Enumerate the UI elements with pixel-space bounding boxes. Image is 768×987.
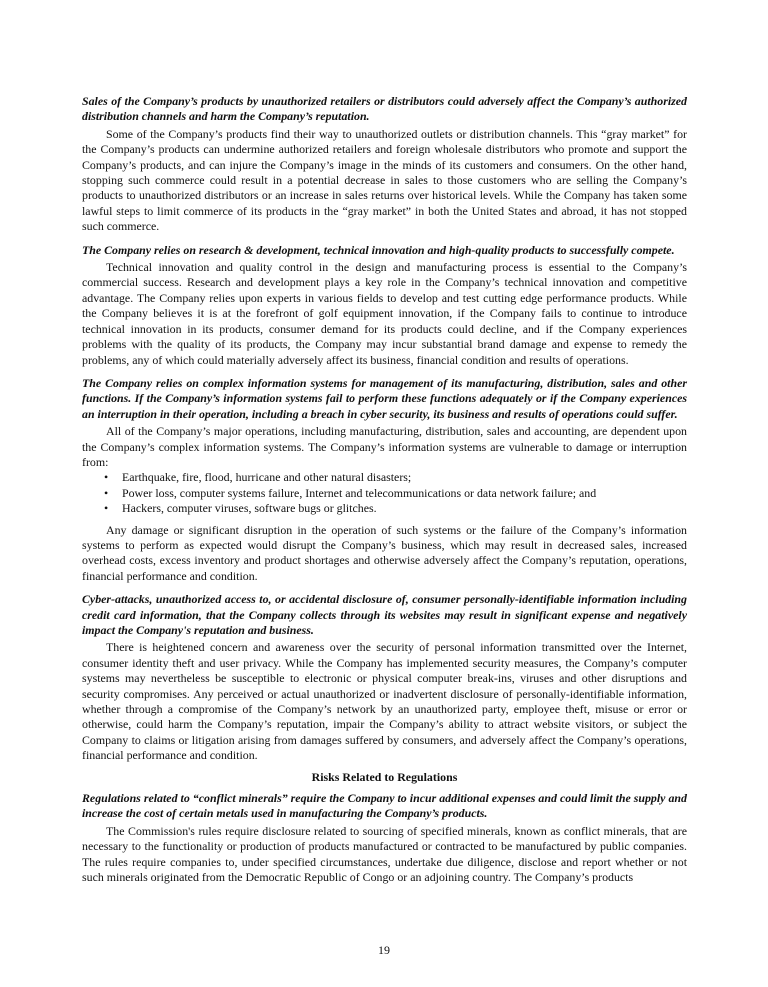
section-heading: The Company relies on research & development, technical innovation and high-quality products to successfully compete. <box>82 242 675 257</box>
section-heading: Sales of the Company’s products by unauthorized retailers or distributors could adversely affect the Company’s authorized distribution channels and harm the Company’s reputation. <box>82 94 687 124</box>
section-gray-market <box>82 94 687 235</box>
page-number: 19 <box>378 943 390 957</box>
bullet-text: Hackers, computer viruses, software bugs or glitches. <box>122 501 377 516</box>
bullet-icon: • <box>104 470 109 485</box>
section-heading: Regulations related to “conflict minerals” require the Company to incur additional expenses and could limit the supply and increase the cost of certain metals used in manufacturing the Company’s products. <box>82 791 687 821</box>
section-conflict-minerals <box>82 791 687 885</box>
bullet-icon: • <box>104 485 109 500</box>
bullet-item <box>82 501 687 516</box>
document-page <box>82 94 687 892</box>
paragraph: Some of the Company’s products find their way to unauthorized outlets or distribution channels. This “gray market” for the Company’s products can undermine authorized retailers and foreign wholesale distributors who promote and support the Company’s products, and can injure the Company’s image in the minds of its customers and consumers. On the other hand, stopping such commerce could result in a potential decrease in sales to those customers who are selling the Company’s products to unauthorized distributors or an increase in sales returns over historical levels. While the Company has taken some lawful steps to limit commerce of its products in the “gray market” in both the United States and abroad, it has not stopped such commerce. <box>82 126 687 234</box>
section-information-systems <box>82 376 687 584</box>
section-heading: Cyber-attacks, unauthorized access to, or accidental disclosure of, consumer personally-identifiable information including credit card information, that the Company collects through its websites may result in significant expense and negatively impact the Company's reputation and business. <box>82 592 687 637</box>
paragraph: The Commission's rules require disclosure related to sourcing of specified minerals, known as conflict minerals, that are necessary to the functionality or production of products manufactured or contracted to be manufactured by public companies. The rules require companies to, under specified circumstances, undertake due diligence, disclose and report whether or not such minerals originated from the Democratic Republic of Congo or an adjoining country. The Company’s products <box>82 823 687 885</box>
bullet-text: Earthquake, fire, flood, hurricane and other natural disasters; <box>122 470 412 485</box>
paragraph: There is heightened concern and awareness over the security of personal information transmitted over the Internet, consumer identity theft and user privacy. While the Company has implemented security measures, the Company’s computer systems may nevertheless be susceptible to electronic or physical computer break-ins, viruses and other disruptions and security compromises. Any perceived or actual unauthorized or inadvertent disclosure of personally-identifiable information, whether through a compromise of the Company’s network by an unauthorized party, employee theft, misuse or error or otherwise, could harm the Company’s reputation, impair the Company’s ability to attract website visitors, or subject the Company to claims or litigation arising from damages suffered by consumers, and adversely affect the Company’s operations, financial performance and condition. <box>82 640 687 763</box>
paragraph: All of the Company’s major operations, including manufacturing, distribution, sales and accounting, are dependent upon the Company’s complex information systems. The Company’s information systems are vulnerable to damage or interruption from: <box>82 424 687 469</box>
section-research <box>82 243 687 368</box>
bullet-item <box>82 486 687 501</box>
bullet-list <box>82 470 687 516</box>
bullet-icon: • <box>104 501 109 516</box>
section-heading: The Company relies on complex information systems for management of its manufacturing, distribution, sales and other functions. If the Company’s information systems fail to perform these functions adequately or if the Company experiences an interruption in their operation, including a breach in cyber security, its business and results of operations could suffer. <box>82 375 687 421</box>
subsection-title: Risks Related to Regulations <box>311 769 458 784</box>
paragraph: Technical innovation and quality control in the design and manufacturing process is essential to the Company’s commercial success. Research and development plays a key role in the Company’s technical innovation and competitive advantage. The Company relies upon experts in various fields to develop and test cutting edge performance products. While the Company believes it is at the forefront of golf equipment innovation, if the Company fails to continue to introduce technical innovation in its products, consumer demand for its products could decline, and if the Company experiences problems with the quality of its products, the Company may incur substantial brand damage and expense to remedy the problems, any of which could materially adversely affect its business, financial condition and results of operations. <box>82 260 687 367</box>
paragraph: Any damage or significant disruption in the operation of such systems or the failure of the Company’s information systems to perform as expected would disrupt the Company’s business, which may result in decreased sales, increased overhead costs, excess inventory and product shortages and otherwise adversely affect the Company’s reputation, operations, financial performance and condition. <box>82 522 687 583</box>
bullet-text: Power loss, computer systems failure, Internet and telecommunications or data network failure; and <box>122 485 597 500</box>
bullet-item <box>82 470 687 485</box>
section-cyber-attacks <box>82 592 687 763</box>
